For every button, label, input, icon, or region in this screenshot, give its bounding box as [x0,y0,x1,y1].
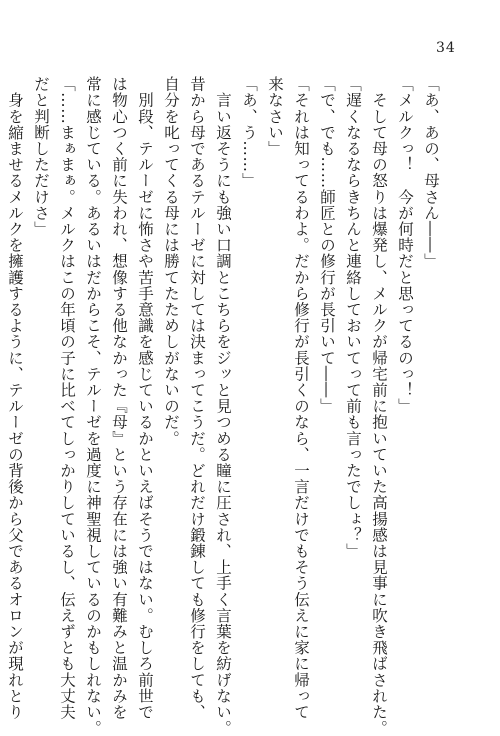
text-line: そして母の怒りは爆発し、メルクが帰宅前に抱いていた高揚感は見事に吹き飛ばされた。 [370,76,388,736]
page-number: 34 [436,40,456,56]
text-line: 言い返そうにも強い口調とこちらをジッと見つめる瞳に圧され、上手く言葉を紡げない。 [214,76,232,736]
text-line: 「それは知ってるわよ。だから修行が長引くのなら、一言だけでもそう伝えに家に帰って [292,76,310,720]
text-line: 「遅くなるならきちんと連絡しておいてって前も言ったでしょ？」 [344,76,362,559]
text-line: 自分を叱ってくる母には勝てたためしがないのだ。 [162,76,180,447]
text-line: だと判断しただけさ」 [32,76,50,237]
text-line: 「メルクっ！ 今が何時だと思ってるのっ！」 [396,76,414,415]
text-line: 常に感じている。あるいはだからこそ、テルーゼを過度に神聖視しているのかもしれない。 [84,76,102,736]
text-line: 「で、でも……師匠との修行が長引いて――」 [318,76,336,415]
text-line: 昔から母であるテルーゼに対しては決まってこうだ。どれだけ鍛錬しても修行をしても、 [188,76,206,720]
text-line: 別段、テルーゼに怖さや苦手意識を感じているかといえばそうではない。むしろ前世で [136,76,154,720]
text-line: 来なさい」 [266,76,284,157]
text-line: 「……まぁまぁ。メルクはこの年頃の子に比べてしっかりしているし、伝えずとも大丈夫 [58,76,76,720]
text-line: は物心つく前に失われ、想像する他なかった『母』という存在には強い有難みと温かみを [110,76,128,720]
text-line: 「あ、あの、母さん――」 [422,76,440,270]
vertical-text-body [2,76,444,736]
text-line: 「あ、う……」 [240,76,258,189]
text-line: 身を縮ませるメルクを擁護するように、テルーゼの背後から父であるオロンが現れとり [6,76,24,720]
